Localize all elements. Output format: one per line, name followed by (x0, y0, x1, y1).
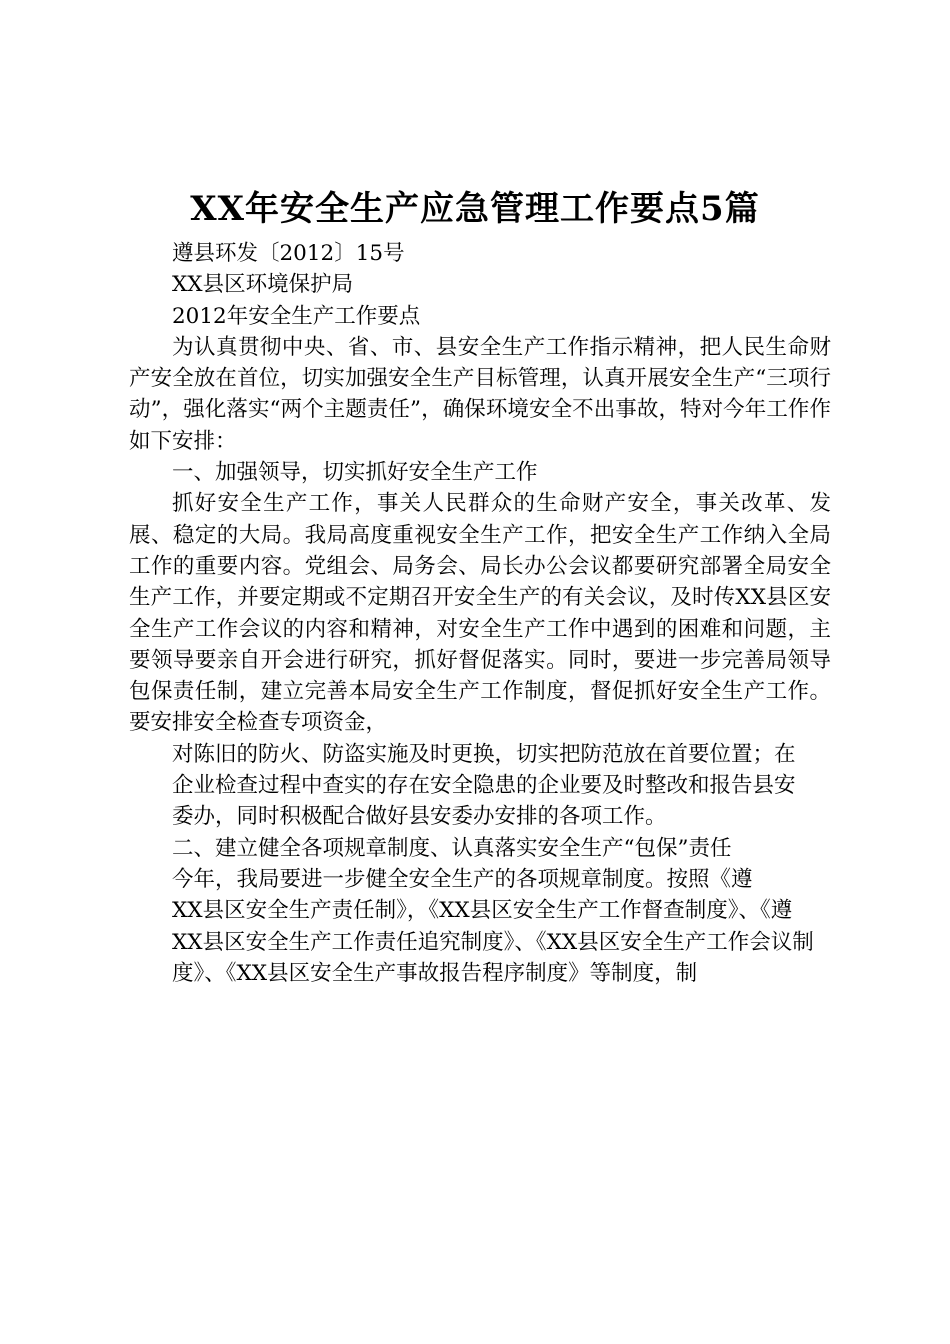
section-heading: 二、建立健全各项规章制度、认真落实安全生产“包保”责任 (172, 835, 732, 861)
paragraph: XX县区安全生产责任制》，《XX县区安全生产工作督查制度》、《遵 (172, 898, 793, 924)
paragraph: 度》、《XX县区安全生产事故报告程序制度》等制度，制 (172, 960, 698, 986)
section-heading: 一、加强领导，切实抓好安全生产工作 (172, 460, 538, 486)
subtitle: 2012年安全生产工作要点 (172, 303, 421, 329)
paragraph: 委办，同时积极配合做好县安委办安排的各项工作。 (172, 804, 667, 830)
paragraph: 为认真贯彻中央、省、市、县安全生产工作指示精神，把人民生命财产安全放在首位，切实加强安全生产目标管理，认真开展安全生产“三项行动”，强化落实“两个主题责任”，确保环境安全不出事故，特对今年工作作如下安排： (129, 334, 831, 454)
paragraph: 今年，我局要进一步健全安全生产的各项规章制度。按照《遵 (172, 866, 753, 892)
issuing-org: XX县区环境保护局 (172, 272, 354, 298)
document-title: XX年安全生产应急管理工作要点5篇 (190, 189, 760, 229)
paragraph: 对陈旧的防火、防盗实施及时更换，切实把防范放在首要位置；在 (172, 741, 796, 767)
paragraph: 抓好安全生产工作，事关人民群众的生命财产安全，事关改革、发展、稳定的大局。我局高度重视安全生产工作，把安全生产工作纳入全局工作的重要内容。党组会、局务会、局长办公会议都要研究部署全局安全生产工作，并要定期或不定期召开安全生产的有关会议，及时传XX县区安全生产工作会议的内容和精神，对安全生产工作中遇到的困难和问题，主要领导要亲自开会进行研究，抓好督促落实。同时，要进一步完善局领导包保责任制，建立完善本局安全生产工作制度，督促抓好安全生产工作。要安排安全检查专项资金， (129, 491, 831, 736)
paragraph: XX县区安全生产工作责任追究制度》、《XX县区安全生产工作会议制 (172, 929, 814, 955)
doc-number: 遵县环发〔2012〕15号 (172, 241, 405, 266)
paragraph: 企业检查过程中查实的存在安全隐患的企业要及时整改和报告县安 (172, 773, 796, 799)
document-body (129, 238, 831, 989)
